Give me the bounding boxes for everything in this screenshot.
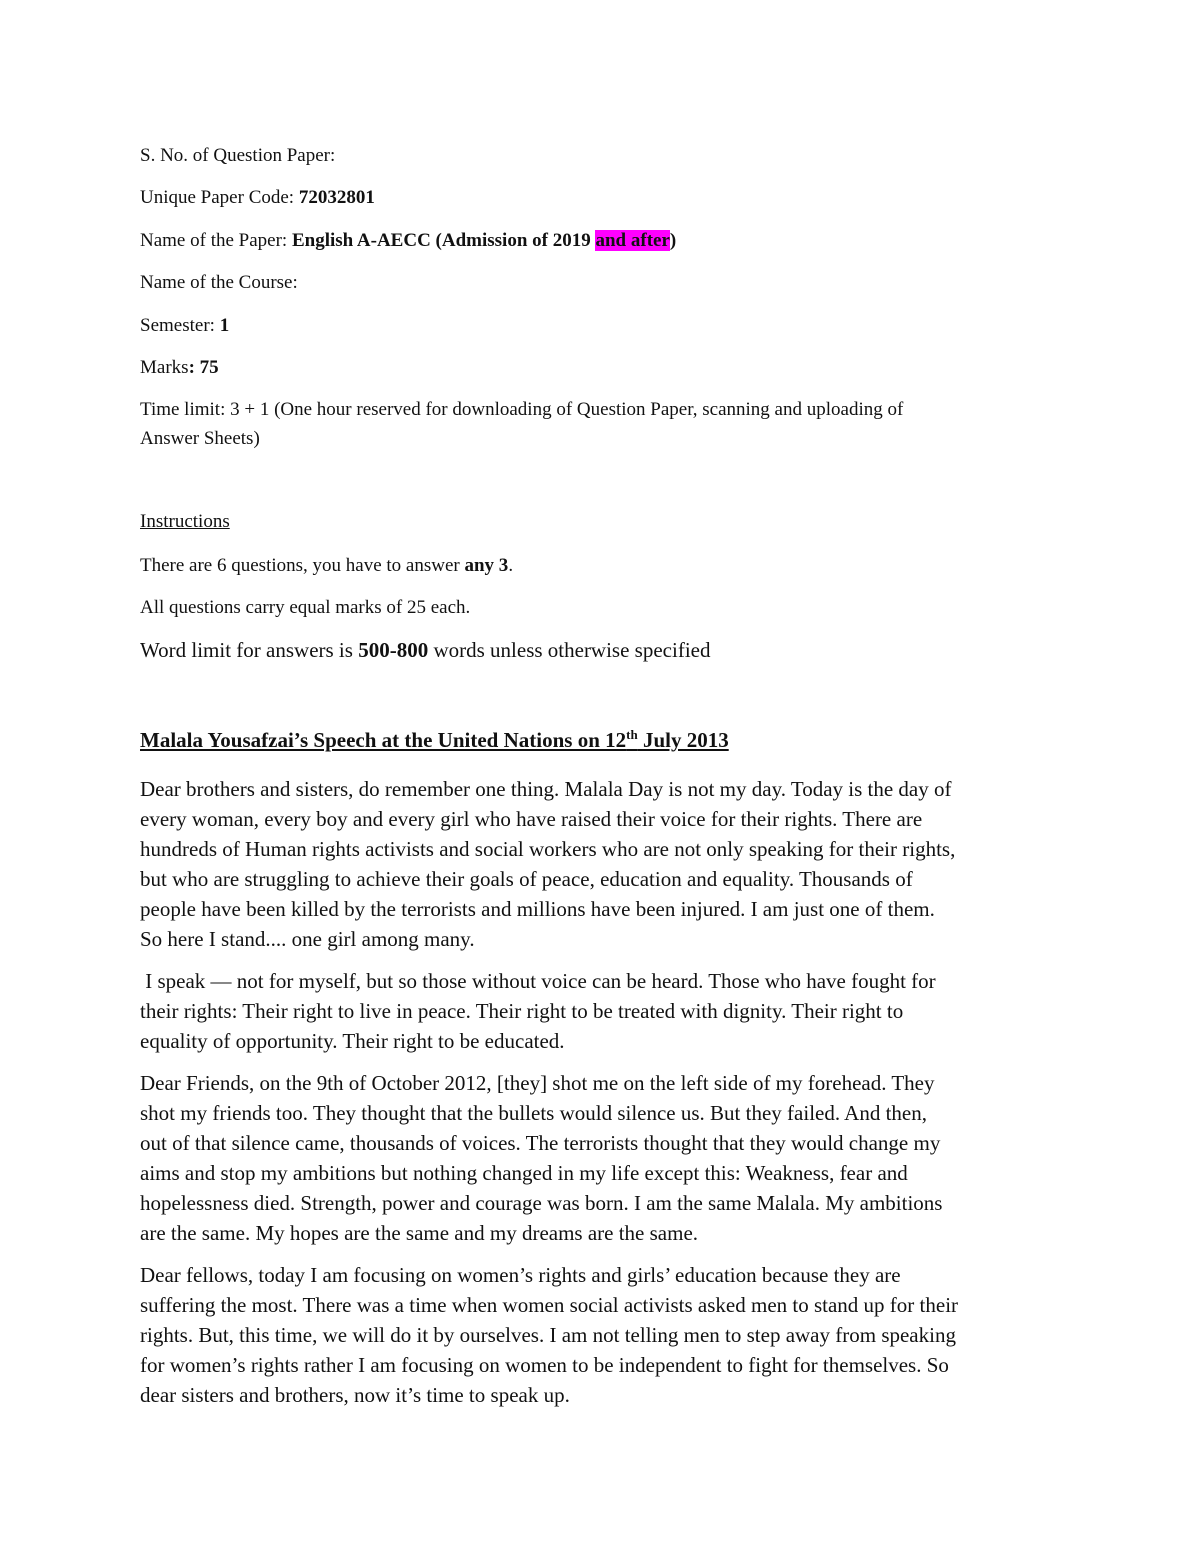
serial-label: S. No. of Question Paper:: [140, 145, 336, 166]
paragraph-line: Dear Friends, on the 9th of October 2012, [they] shot me on the left side of my forehead. They: [140, 1071, 935, 1095]
paragraph-line: every woman, every boy and every girl who have raised their voice for their rights. There are: [140, 807, 923, 831]
paper-name-value: English A-AECC (Admission of 2019: [291, 230, 596, 251]
semester-line: [140, 314, 229, 338]
speech-title-post: July 2013: [637, 728, 729, 752]
paragraph-line: shot my friends too. They thought that the bullets would silence us. But they failed. And then,: [140, 1101, 928, 1125]
time-limit-line: [140, 398, 903, 422]
paragraph-line: out of that silence came, thousands of voices. The terrorists thought that they would change my: [140, 1131, 941, 1155]
marks-label: Marks: [140, 357, 189, 378]
paragraph-line: equality of opportunity. Their right to be educated.: [140, 1029, 565, 1053]
paragraph-line: I speak — not for myself, but so those without voice can be heard. Those who have fought for: [140, 969, 936, 993]
paragraph-line: aims and stop my ambitions but nothing changed in my life except this: Weakness, fear and: [140, 1161, 908, 1185]
marks-line: [140, 356, 219, 380]
paragraph-line: dear sisters and brothers, now it’s time to speak up.: [140, 1383, 570, 1407]
instruction-3-post: words unless otherwise specified: [428, 638, 711, 662]
course-name-label: Name of the Course:: [140, 272, 298, 293]
time-limit-text-1: Time limit: 3 + 1 (One hour reserved for downloading of Question Paper, scanning and uploading of: [140, 399, 904, 420]
paper-name-label: Name of the Paper:: [140, 230, 292, 251]
serial-number-line: [140, 144, 335, 168]
paragraph-line: for women’s rights rather I am focusing on women to be independent to fight for themselves. So: [140, 1353, 949, 1377]
paper-name-close: ): [669, 230, 677, 251]
paper-code-line: [140, 186, 375, 210]
paragraph-line: hopelessness died. Strength, power and courage was born. I am the same Malala. My ambitions: [140, 1191, 943, 1215]
paper-name-line: [140, 229, 676, 253]
paragraph-line: are the same. My hopes are the same and my dreams are the same.: [140, 1221, 699, 1245]
instruction-3-bold: 500-800: [358, 638, 429, 662]
paper-name-highlight: and after: [595, 230, 670, 251]
course-name-line: [140, 271, 298, 295]
speech-title-pre: Malala Yousafzai’s Speech at the United Nations on 12: [140, 728, 627, 752]
time-limit-line-2: [140, 427, 260, 451]
paper-code-value: 72032801: [298, 187, 375, 208]
time-limit-text-2: Answer Sheets): [140, 428, 260, 449]
instruction-line-3: [140, 638, 710, 662]
speech-paragraph-3: [140, 1068, 1070, 1248]
semester-label: Semester:: [140, 315, 220, 336]
paragraph-line: their rights: Their right to live in peace. Their right to be treated with dignity. Their right to: [140, 999, 904, 1023]
paragraph-line: people have been killed by the terrorists and millions have been injured. I am just one of them.: [140, 897, 935, 921]
instruction-1-post: .: [508, 555, 514, 576]
paragraph-line: So here I stand.... one girl among many.: [140, 927, 475, 951]
speech-title: [140, 728, 729, 753]
instruction-2-text: All questions carry equal marks of 25 each.: [140, 597, 471, 618]
speech-paragraph-1: [140, 774, 1070, 954]
paragraph-line: hundreds of Human rights activists and social workers who are not only speaking for their rights,: [140, 837, 956, 861]
instruction-1-bold: any 3: [464, 555, 509, 576]
paragraph-line: Dear brothers and sisters, do remember one thing. Malala Day is not my day. Today is the day of: [140, 777, 952, 801]
instruction-line-2: [140, 596, 470, 620]
speech-title-sup: th: [626, 727, 638, 742]
speech-paragraph-2: [140, 966, 1070, 1056]
paragraph-line: rights. But, this time, we will do it by ourselves. I am not telling men to step away from speaking: [140, 1323, 956, 1347]
semester-value: 1: [219, 315, 230, 336]
paragraph-line: Dear fellows, today I am focusing on women’s rights and girls’ education because they are: [140, 1263, 901, 1287]
instructions-heading: [140, 510, 230, 534]
paragraph-line: suffering the most. There was a time when women social activists asked men to stand up for their: [140, 1293, 959, 1317]
paragraph-line: but who are struggling to achieve their goals of peace, education and equality. Thousands of: [140, 867, 913, 891]
instruction-3-pre: Word limit for answers is: [140, 638, 359, 662]
instructions-heading-text: Instructions: [140, 511, 230, 532]
instruction-1-pre: There are 6 questions, you have to answer: [140, 555, 465, 576]
instruction-line-1: [140, 554, 513, 578]
marks-value: : 75: [188, 357, 219, 378]
speech-paragraph-4: [140, 1260, 1070, 1410]
paper-code-label: Unique Paper Code:: [140, 187, 299, 208]
